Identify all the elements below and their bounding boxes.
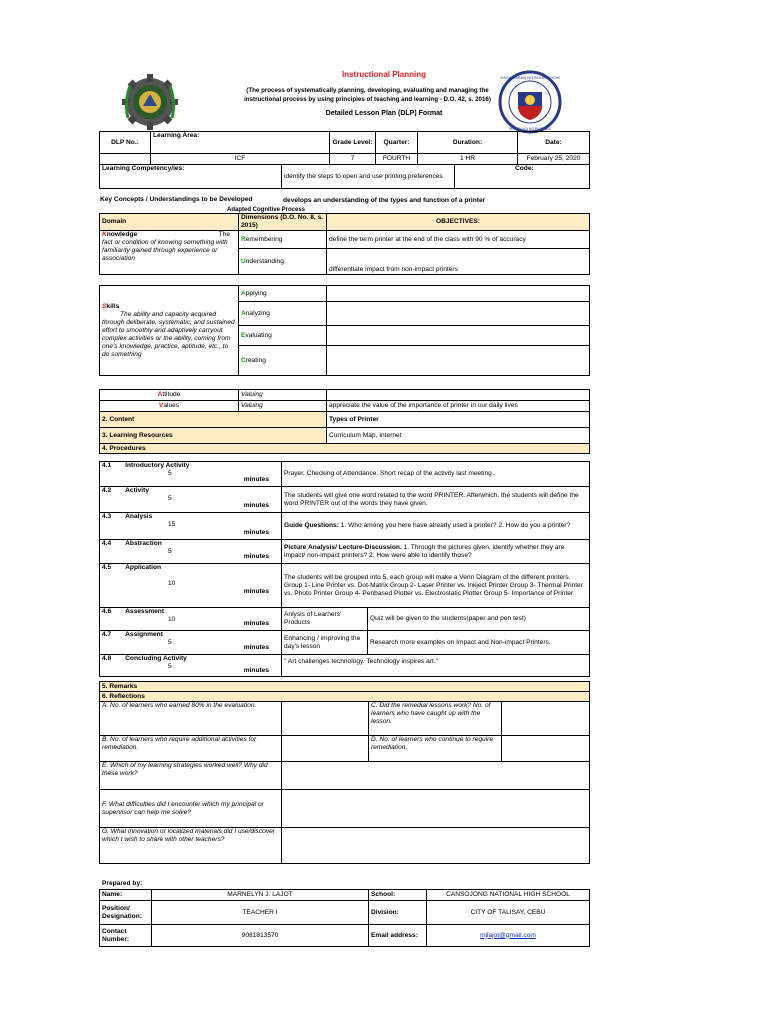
seal-text: KAGAWARAN NG EDUKASYON: [500, 75, 560, 80]
reflections-table: [99, 681, 590, 864]
values-objective: appreciate the value of the importance of printer in our daily lives: [327, 401, 590, 412]
position-label: Position/ Designation:: [100, 901, 152, 925]
position-value: TEACHER I: [152, 901, 369, 925]
competency-table: [99, 164, 590, 189]
reflection-e: E. Which of my learning strategies worked well? Why did these work?: [100, 762, 282, 790]
remembering-objective: define the term printer at the end of the class with 90 % of accuracy: [327, 231, 590, 249]
email-link[interactable]: mjlajot@gmail.com: [480, 931, 536, 939]
deped-seal-icon: [498, 70, 562, 134]
reflection-a: A. No. of learners who earned 80% in the evaluation.: [100, 702, 282, 736]
grade-value: 7: [330, 154, 376, 165]
attitude-process: Valuing: [239, 390, 327, 401]
date-value: February 25, 2020: [518, 154, 590, 165]
understanding-cell: Understanding: [239, 249, 327, 275]
name-label: Name:: [100, 890, 152, 901]
info-table: [99, 131, 590, 165]
key-concepts-value: develops an understanding of the types and function of a printer: [283, 197, 486, 204]
creating-cell: Creating: [239, 346, 327, 376]
key-concepts-label: Key Concepts / Understandings to be Developed: [100, 196, 253, 203]
procedure-row: 4.3 Analysis 15 minutes Guide Questions: 1. Who among you here have already used a printer? 2. How do you a printer?: [100, 513, 590, 540]
plan-title: Instructional Planning: [341, 70, 426, 79]
deped-gear-logo-icon: [120, 72, 180, 132]
values-cell: Values: [100, 401, 239, 412]
evaluating-cell: Evaluating: [239, 326, 327, 346]
grade-label: Grade Level:: [330, 132, 376, 154]
domain-label: Domain: [100, 214, 239, 231]
plan-format: Detailed Lesson Plan (DLP) Format: [325, 110, 443, 117]
division-value: CITY OF TALISAY, CEBU: [427, 901, 590, 925]
procedure-row: 4.1 Introductory Activity 5 minutes Prayer. Checking of Attendance. Short recap of the activity last meeting .: [100, 462, 590, 487]
learning-area-label: Learning Area:: [151, 132, 330, 154]
skills-table: [99, 285, 590, 376]
school-value: CANSOJONG NATIONAL HIGH SCHOOL: [427, 890, 590, 901]
prepared-table: [99, 889, 590, 947]
remembering-cell: Remembering: [239, 231, 327, 249]
adapted-process-label: Adapted Cognitive Process: [227, 207, 306, 213]
division-label: Division:: [369, 901, 427, 925]
prepared-by-label: Prepared by:: [102, 880, 143, 887]
objectives-label: OBJECTIVES:: [327, 214, 590, 231]
date-label: Date:: [518, 132, 590, 154]
reflections-label: 6. Reflections: [100, 692, 590, 702]
content-label: 2. Content: [100, 412, 327, 428]
reflection-f: F. What difficulties did I encounter which my principal or supervisor can help me solve?: [100, 790, 282, 828]
procedure-row: 4.8 Concluding Activity 5 minutes " Art challenges technology. Technology inspires art.": [100, 655, 590, 677]
procedures-label: 4. Procedures: [100, 444, 590, 454]
dimensions-label: Adapted Cognitive Process Dimensions (D.O. No. 8, s. 2015): [239, 214, 327, 231]
duration-label: Duration:: [418, 132, 518, 154]
values-process: Valuing: [239, 401, 327, 412]
procedures-table: [99, 461, 590, 677]
competency-value: identify the steps to open and use printing preferences: [282, 165, 455, 189]
understanding-objective: differentiate impact from non-impact printers: [327, 249, 590, 275]
competency-label: Learning Competency/ies:: [100, 165, 282, 189]
duration-value: 1 HR: [418, 154, 518, 165]
quarter-label: Quarter:: [376, 132, 418, 154]
procedure-row: 4.7 Assignment 5 minutes Enhancing / improving the day's lesson Research more examples on Impact and Non-impact Printers.: [100, 631, 590, 655]
skills-cell: Skills The ability and capacity acquired through deliberate, systematic, and sustained effort to smoothly and adaptively carryout complex activities or the ability, coming from one's knowledge, practice, aptitude, etc., to do something: [100, 286, 239, 376]
resources-label: 3. Learning Resources: [100, 428, 327, 444]
procedure-row: 4.2 Activity 5 minutes The students will give one word related to the word PRINTER. Afterwhich, the students will define the word PRINTER out of the words they have given.: [100, 487, 590, 513]
resources-value: Curriculum Map, Internet: [327, 428, 590, 444]
attitude-cell: Attitude: [100, 390, 239, 401]
reflection-c: C. Did the remedial lessons work? No. of learners who have caught up with the lesson.: [369, 702, 502, 736]
seal-subtext: REPUBLIKA NG PILIPINAS: [508, 127, 552, 131]
school-label: School:: [369, 890, 427, 901]
plan-subtitle: (The process of systematically planning, developing, evaluating and managing the instructional process by using principles of teaching and learning - D.O. 42, s. 2016): [244, 87, 491, 103]
knowledge-cell: Knowledge The fact or condition of knowing something with familiarity gained through experience or association: [100, 231, 239, 275]
quarter-value: FOURTH: [376, 154, 418, 165]
procedure-row: 4.6 Assessment 10 minutes Anlysis of Learners' Products Quiz will be given to the students(paper and pen test): [100, 608, 590, 631]
analyzing-cell: Analyzing: [239, 302, 327, 326]
learning-area-value: ICF: [151, 154, 330, 165]
procedure-row: 4.4 Abstraction 5 minutes Picture Analysis/ Lecture-Discussion. 1. Through the pictures given, identify whether they are impact/ non-impact printers? 2. How were able to identify those?: [100, 540, 590, 564]
email-label: Email address:: [369, 925, 427, 947]
attitude-table: [99, 389, 590, 454]
procedure-row: 4.5 Application 10 minutes The students will be grouped into 5, each group will make a Venn Diagram of the different printers. Group 1- Line Printer vs. Dot-Matrix Group 2- Laser Printer vs. Inkject Printer Group 3- Thermal Printer vs. Photo Printer Group 4- Penbased Plotter vs. Electrostatic Plotter Group 5- Importance of Printer: [100, 564, 590, 608]
reflection-g: G. What innovation or localized materials did I use/discover which I wish to share with other teachers?: [100, 828, 282, 864]
reflection-b: B. No. of learners who require additional activities for remediation.: [100, 736, 282, 762]
remarks-label: 5. Remarks: [100, 682, 590, 692]
code-label: Code:: [455, 165, 590, 189]
objectives-table: [99, 207, 590, 275]
dlp-no-label: DLP No.:: [100, 132, 151, 154]
reflection-d: D. No. of learners who continue to require remediation.: [369, 736, 502, 762]
name-value: MARNELYN J. LAJOT: [152, 890, 369, 901]
contact-label: Contact Number:: [100, 925, 152, 947]
contact-value: 9081813570: [152, 925, 369, 947]
content-value: Types of Printer: [327, 412, 590, 428]
applying-cell: Applying: [239, 286, 327, 302]
